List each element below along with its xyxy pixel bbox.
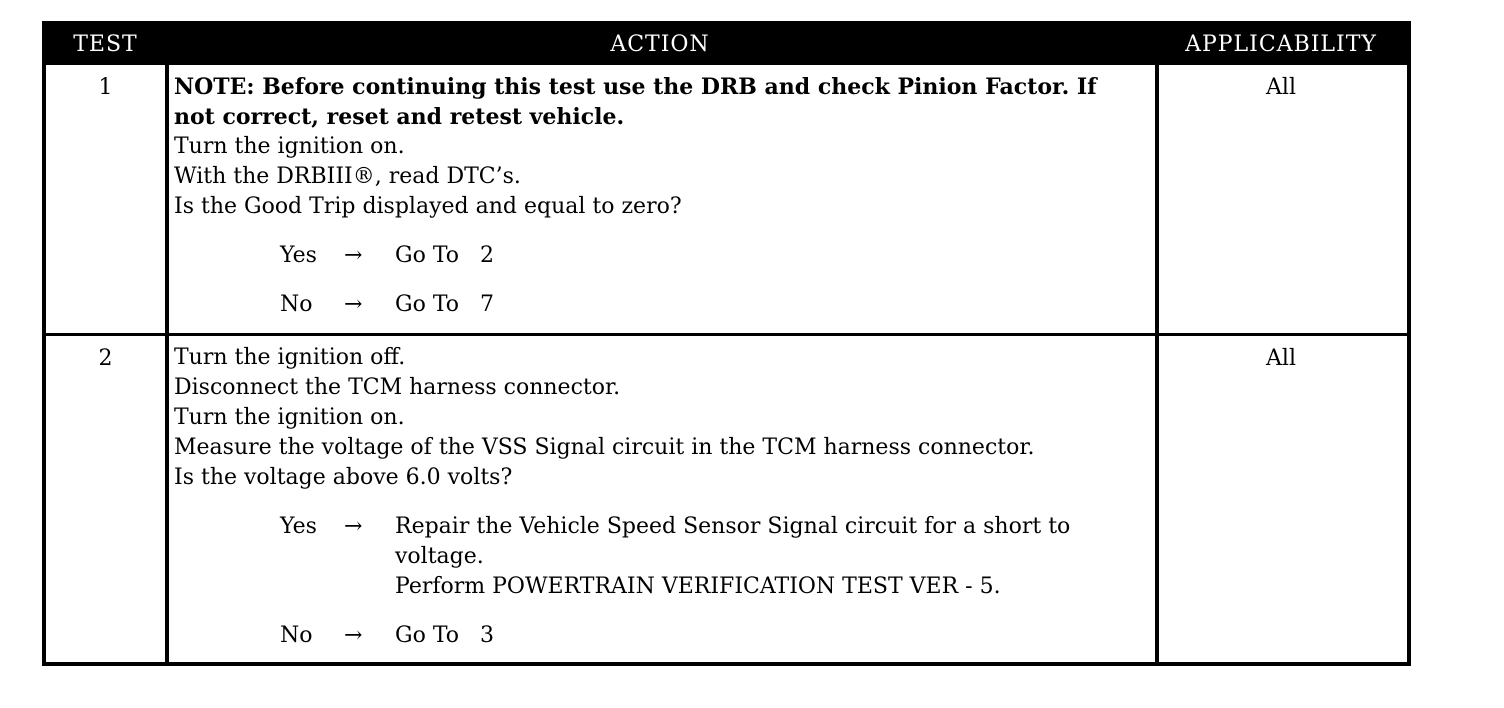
no-result: Go To 7 xyxy=(395,292,494,317)
header-test: TEST xyxy=(73,32,138,57)
yes-result: Perform POWERTRAIN VERIFICATION TEST VER - 5. xyxy=(395,574,1001,599)
diagnostic-table xyxy=(42,21,1411,666)
step-text: Is the Good Trip displayed and equal to zero? xyxy=(174,194,682,219)
note-text: not correct, reset and retest vehicle. xyxy=(174,104,625,130)
step-text: Turn the ignition on. xyxy=(174,134,405,159)
yes-label: Yes xyxy=(280,243,317,268)
table-header xyxy=(46,25,1407,65)
step-text: Is the voltage above 6.0 volts? xyxy=(174,465,513,490)
step-text: Disconnect the TCM harness connector. xyxy=(174,375,621,400)
step-text: Measure the voltage of the VSS Signal circuit in the TCM harness connector. xyxy=(174,435,1035,460)
test-number: 2 xyxy=(98,346,113,371)
header-action: ACTION xyxy=(610,32,710,57)
row-divider xyxy=(46,333,1407,336)
applicability-value: All xyxy=(1266,75,1296,100)
arrow-icon: → xyxy=(344,623,363,648)
step-text: Turn the ignition on. xyxy=(174,405,405,430)
yes-label: Yes xyxy=(280,514,317,539)
applicability-value: All xyxy=(1266,346,1296,371)
arrow-icon: → xyxy=(344,292,363,317)
yes-result: Repair the Vehicle Speed Sensor Signal circuit for a short to xyxy=(395,514,1071,539)
note-text: NOTE: Before continuing this test use the DRB and check Pinion Factor. If xyxy=(174,74,1097,100)
no-result: Go To 3 xyxy=(395,623,494,648)
no-label: No xyxy=(280,292,313,317)
step-text: Turn the ignition off. xyxy=(174,345,406,370)
column-divider xyxy=(165,65,169,662)
arrow-icon: → xyxy=(344,514,363,539)
arrow-icon: → xyxy=(344,243,363,268)
yes-result: Go To 2 xyxy=(395,243,494,268)
yes-result: voltage. xyxy=(395,544,484,569)
header-applicability: APPLICABILITY xyxy=(1185,32,1377,57)
step-text: With the DRBIII®, read DTC’s. xyxy=(174,164,521,189)
test-number: 1 xyxy=(98,75,113,100)
no-label: No xyxy=(280,623,313,648)
